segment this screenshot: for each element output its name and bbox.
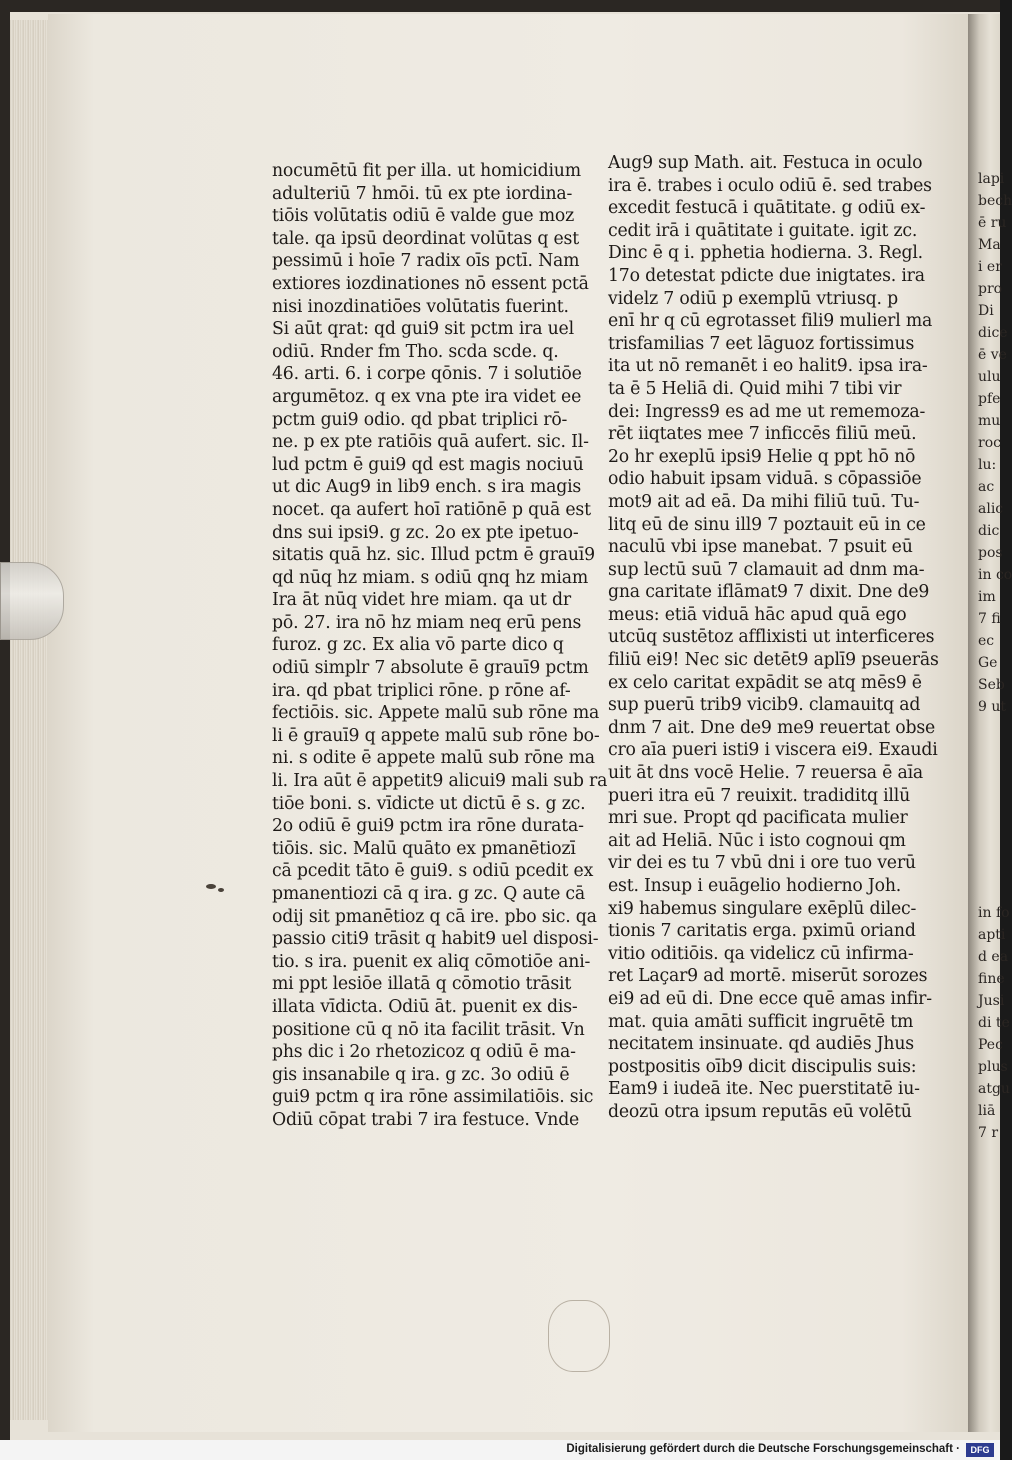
text-line: li ē grauī9 q appete malū sub rōne bo-	[272, 725, 600, 746]
text-line: odio habuit ipsam viduā. s cōpassiōe	[608, 469, 922, 490]
text-line: videlz 7 odiū p exemplū vtriusq. p	[608, 288, 898, 309]
edge-text-line: 9 ut	[978, 699, 1006, 715]
text-line: pessimū i hoīe 7 radix oīs pctī. Nam	[272, 251, 580, 272]
text-line: cro aīa pueri isti9 i viscera ei9. Exaudi	[608, 740, 938, 761]
text-line: gis insanabile q ira. g zc. 3o odiū ē	[272, 1064, 570, 1085]
edge-text-line: ulu	[978, 369, 1001, 385]
edge-text-line: in co	[978, 567, 1012, 583]
text-line: dnm 7 ait. Dne de9 me9 reuertat obse	[608, 717, 936, 738]
edge-text-line: liā	[978, 1103, 996, 1119]
text-line: litq eū de sinu ill9 7 poztauit eū in ce	[608, 514, 926, 535]
text-line: pctm gui9 odio. qd pbat triplici rō-	[272, 409, 568, 430]
text-line: phs dic i 2o rhetozicoz q odiū ē ma-	[272, 1042, 576, 1063]
text-line: Dinc ē q i. pphetia hodierna. 3. Regl.	[608, 243, 923, 264]
text-line: ira ē. trabes i oculo odiū ē. sed trabes	[608, 175, 932, 196]
ink-spot	[206, 884, 216, 889]
text-line: extiores iozdinationes nō essent pctā	[272, 273, 589, 294]
edge-text-line: 7 fi	[978, 611, 1001, 627]
text-line: ne. p ex pte ratiōis quā aufert. sic. Il-	[272, 432, 589, 453]
text-line: pō. 27. ira nō hz miam neq erū pens	[272, 612, 582, 633]
text-line: sup puerū trib9 vicib9. clamauitq ad	[608, 695, 921, 716]
text-line: mot9 ait ad eā. Da mihi filiū tuū. Tu-	[608, 491, 920, 512]
text-line: tale. qa ipsū deordinat volūtas q est	[272, 228, 579, 249]
edge-text-line: i er	[978, 259, 1002, 275]
text-line: vitio oditiōis. qa videlicz cū infirma-	[608, 943, 914, 964]
text-line: 46. arti. 6. i corpe qōnis. 7 i solutiōe	[272, 364, 582, 385]
text-line: illata vīdicta. Odiū āt. puenit ex dis-	[272, 996, 578, 1017]
text-line: mat. quia amāti sufficit ingruētē tm	[608, 1011, 914, 1032]
text-line: nocet. qa aufert hoī ratiōnē p quā est	[272, 499, 591, 520]
edge-text-line: pro	[978, 281, 1003, 297]
text-line: furoz. g zc. Ex alia vō parte dico q	[272, 635, 564, 656]
text-line: cedit irā i quātitate i guitate. igit zc.	[608, 220, 918, 241]
text-line: meus: etiā viduā hāc apud quā ego	[608, 604, 907, 625]
text-line: tionis 7 caritatis erga. pximū oriand	[608, 921, 916, 942]
text-line: passio citi9 trāsit q habit9 uel disposi-	[272, 929, 599, 950]
edge-text-line: pos	[978, 545, 1003, 561]
text-line: excedit festucā i quātitate. g odiū ex-	[608, 198, 926, 219]
text-line: uit āt dns vocē Helie. 7 reuersa ē aīa	[608, 763, 924, 784]
text-line: vir dei es tu 7 vbū dni i ore tuo verū	[608, 853, 916, 874]
text-line: rēt iiqtates mee 7 inficcēs filiū meū.	[608, 424, 917, 445]
dfg-logo: DFG	[966, 1443, 994, 1457]
text-line: gna caritate iflāmat9 7 dixit. Dne de9	[608, 582, 930, 603]
edge-text-line: im	[978, 589, 996, 605]
edge-text-line: Seb	[978, 677, 1005, 693]
text-line: filiū ei9! Nec sic detēt9 aplī9 pseuerās	[608, 650, 939, 671]
ink-spot	[218, 888, 224, 892]
edge-text-line: fine	[978, 971, 1005, 987]
text-line: ret Laçar9 ad mortē. miserūt sorozes	[608, 966, 928, 987]
text-line: sitatis quā hz. sic. Illud pctm ē grauī9	[272, 545, 595, 566]
edge-text-line: Pec	[978, 1037, 1003, 1053]
text-line: ira. qd pbat triplici rōne. p rōne af-	[272, 680, 571, 701]
edge-text-line: Di	[978, 303, 994, 319]
edge-text-line: ē ve	[978, 347, 1007, 363]
text-line: postpositis oīb9 dicit discipulis suis:	[608, 1056, 917, 1077]
text-line: dei: Ingress9 es ad me ut rememoza-	[608, 401, 926, 422]
page-edges	[10, 20, 50, 1420]
text-line: 17o detestat pdicte due inigtates. ira	[608, 265, 925, 286]
text-line: est. Insup i euāgelio hodierno Joh.	[608, 876, 902, 896]
text-line: cā pcedit tāto ē gui9. s odiū pcedit ex	[272, 861, 594, 882]
edge-text-line: lapi	[978, 171, 1005, 187]
edge-text-line: ē ru	[978, 215, 1007, 231]
page-clip	[0, 562, 64, 640]
text-line: fectiōis. sic. Appete malū sub rōne ma	[272, 703, 600, 724]
text-line: Odiū cōpat trabi 7 ira festuce. Vnde	[272, 1109, 580, 1130]
text-line: nisi inozdinatiōes volūtatis fuerint.	[272, 296, 569, 317]
text-line: utcūq sustētoz afflixisti ut interficeres	[608, 627, 935, 648]
text-line: Aug9 sup Math. ait. Festuca in oculo	[608, 153, 923, 173]
text-line: dns sui ipsi9. g zc. 2o ex pte ipetuo-	[272, 522, 579, 543]
text-line: deozū otra ipsum reputās eū volētū	[608, 1101, 912, 1122]
text-line: trisfamilias 7 eet lāguoz fortissimus	[608, 333, 915, 354]
paper-fiber	[548, 1300, 610, 1372]
funding-credit: Digitalisierung gefördert durch die Deutsche Forschungsgemeinschaft ·	[566, 1443, 960, 1455]
footer-bar	[0, 1440, 1000, 1460]
text-line: Eam9 i iudeā ite. Nec puerstitatē iu-	[608, 1079, 920, 1100]
edge-text-line: mu	[978, 413, 1001, 429]
edge-text-line: ec	[978, 633, 995, 649]
text-line: 2o hr exeplū ipsi9 Helie q ppt hō nō	[608, 446, 916, 467]
facing-page-text-bottom	[978, 902, 1010, 1144]
text-line: 2o odiū ē gui9 pctm ira rōne durata-	[272, 816, 584, 837]
edge-text-line: 7 r	[978, 1125, 999, 1141]
text-line: enī hr q cū egrotasset fili9 mulierl ma	[608, 311, 933, 332]
edge-text-line: bech	[978, 193, 1012, 209]
text-line: ex celo caritat expādit se atq mēs9 ē	[608, 672, 922, 693]
text-line: sup lectū suū 7 clamauit ad dnm ma-	[608, 559, 925, 580]
text-line: tio. s ira. puenit ex aliq cōmotiōe ani-	[272, 951, 591, 972]
facing-page-text-top	[978, 168, 1012, 718]
text-line: pueri itra eū 7 reuixit. tradiditq illū	[608, 785, 911, 806]
text-line: nocumētū fit per illa. ut homicidium	[272, 161, 581, 181]
left-text-column	[272, 160, 608, 1132]
edge-text-line: lu:	[978, 457, 997, 473]
edge-text-line: Ge	[978, 655, 998, 671]
edge-text-line: dice	[978, 325, 1008, 341]
text-line: tiōis volūtatis odiū ē valde gue moz	[272, 206, 574, 227]
edge-text-line: Ma	[978, 237, 1001, 253]
edge-text-line: Jusi	[978, 993, 1005, 1009]
text-line: positione cū q nō ita facilit trāsit. Vn	[272, 1019, 585, 1040]
text-line: odiū. Rnder fm Tho. scda scde. q.	[272, 341, 559, 362]
text-line: pmanentiozi cā q ira. g zc. Q aute cā	[272, 884, 586, 904]
edge-text-line: atgu	[978, 1081, 1010, 1097]
text-line: ei9 ad eū di. Dne ecce quē amas infir-	[608, 988, 932, 1009]
edge-text-line: roc	[978, 435, 1001, 451]
text-line: qd nūq hz miam. s odiū qnq hz miam	[272, 567, 589, 588]
text-line: Ira āt nūq videt hre miam. qa ut dr	[272, 590, 571, 611]
right-text-column	[608, 152, 939, 1124]
edge-text-line: di te	[978, 1015, 1010, 1031]
text-line: mri sue. Propt qd pacificata mulier	[608, 808, 908, 829]
text-line: tiōe boni. s. vīdicte ut dictū ē s. g zc.	[272, 793, 586, 814]
text-line: mi ppt lesiōe illatā q cōmotio trāsit	[272, 974, 572, 995]
edge-text-line: dic	[978, 523, 1000, 539]
text-line: adulteriū 7 hmōi. tū ex pte iordina-	[272, 183, 573, 204]
text-line: necitatem insinuate. qd audiēs Jhus	[608, 1034, 914, 1055]
text-line: li. Ira aūt ē appetit9 alicui9 mali sub ra	[272, 771, 608, 792]
text-line: ait ad Heliā. Nūc i isto cognoui qm	[608, 830, 906, 851]
text-line: ut dic Aug9 in lib9 ench. s ira magis	[272, 477, 582, 498]
text-line: ita ut nō remanēt i eo halit9. ipsa ira-	[608, 356, 928, 377]
edge-text-line: in fo	[978, 905, 1010, 921]
text-line: xi9 habemus singulare exēplū dilec-	[608, 898, 917, 919]
text-line: odij sit pmanētioz q cā ire. pbo sic. qa	[272, 906, 597, 927]
text-line: tiōis. sic. Malū quāto ex pmanētiozī	[272, 838, 576, 859]
text-line: lud pctm ē gui9 qd est magis nociuū	[272, 454, 584, 475]
edge-text-line: pfe	[978, 391, 1001, 407]
text-line: odiū simplr 7 absolute ē grauī9 pctm	[272, 658, 589, 679]
text-line: Si aūt qrat: qd gui9 sit pctm ira uel	[272, 319, 574, 340]
edge-text-line: plus	[978, 1059, 1008, 1075]
text-line: naculū vbi ipse manebat. 7 psuit eū	[608, 537, 913, 558]
text-line: gui9 pctm q ira rōne assimilatiōis. sic	[272, 1087, 594, 1108]
edge-text-line: ac	[978, 479, 995, 495]
edge-text-line: apti	[978, 927, 1006, 943]
text-line: ta ē 5 Heliā di. Quid mihi 7 tibi vir	[608, 378, 902, 399]
edge-text-line: d ea	[978, 949, 1009, 965]
edge-text-line: alic	[978, 501, 1004, 517]
text-line: argumētoz. q ex vna pte ira videt ee	[272, 386, 582, 407]
text-line: ni. s odite ē appete malū sub rōne ma	[272, 748, 595, 769]
